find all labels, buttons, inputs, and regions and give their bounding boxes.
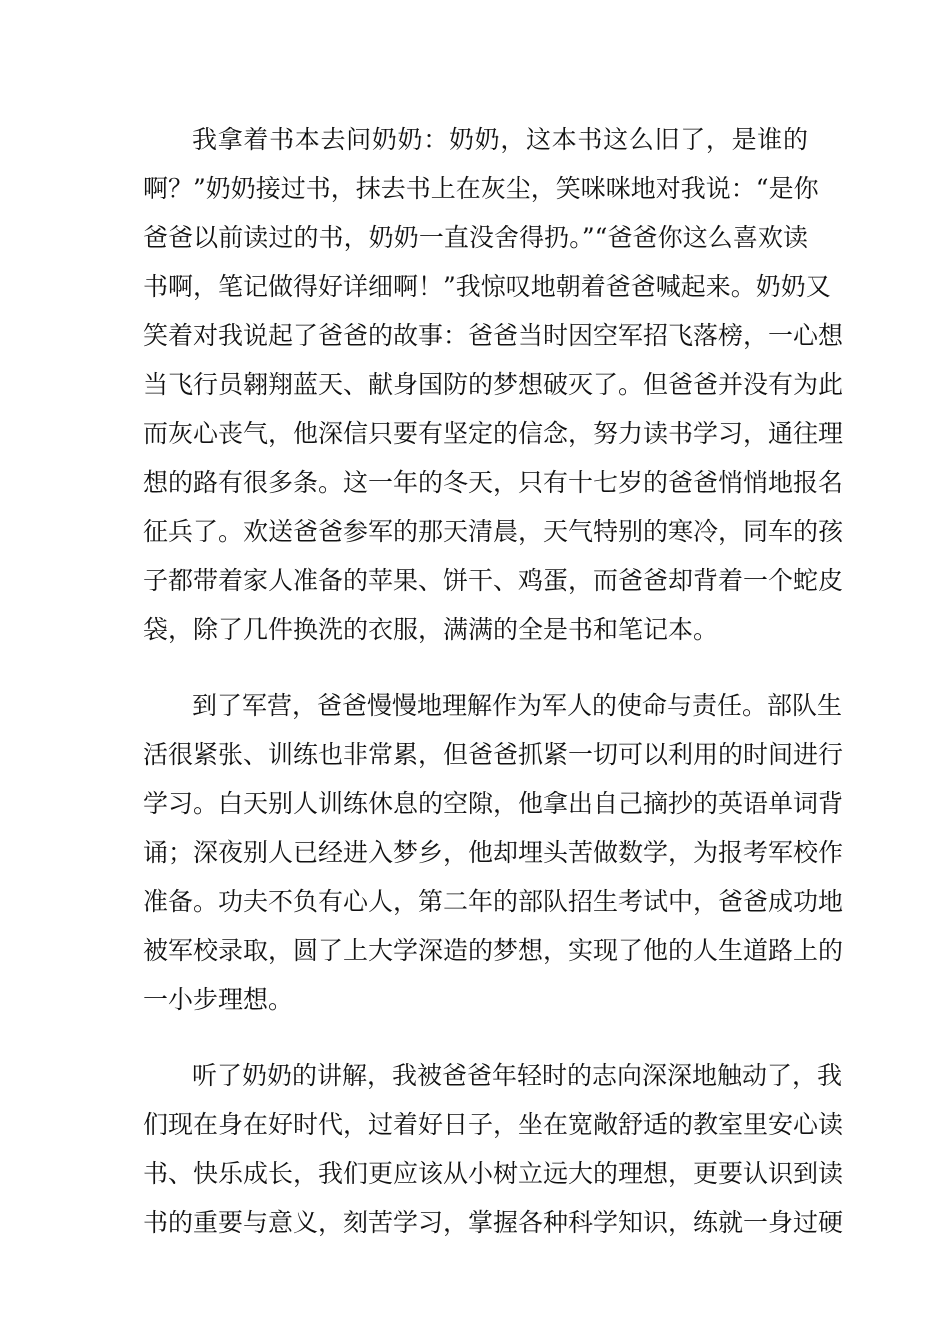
- paragraph-2-line-5: 准备。功夫不负有心人，第二年的部队招生考试中，爸爸成功地: [143, 887, 844, 916]
- paragraph-1-line-1: 我拿着书本去问奶奶：奶奶，这本书这么旧了，是谁的: [192, 125, 808, 154]
- paragraph-3-line-4: 书的重要与意义，刻苦学习，掌握各种科学知识，练就一身过硬: [143, 1208, 844, 1237]
- paragraph-2-line-6: 被军校录取，圆了上大学深造的梦想，实现了他的人生道路上的: [143, 936, 844, 965]
- paragraph-1-line-3: 爸爸以前读过的书，奶奶一直没舍得扔。”“爸爸你这么喜欢读: [143, 223, 808, 252]
- paragraph-3-line-1: 听了奶奶的讲解，我被爸爸年轻时的志向深深地触动了，我: [192, 1061, 843, 1090]
- paragraph-1-line-4: 书啊，笔记做得好详细啊！”我惊叹地朝着爸爸喊起来。奶奶又: [143, 272, 831, 301]
- paragraph-2-line-4: 诵；深夜别人已经进入梦乡，他却埋头苦做数学，为报考军校作: [143, 838, 844, 867]
- paragraph-1-line-2: 啊？”奶奶接过书，抹去书上在灰尘，笑咪咪地对我说：“是你: [143, 174, 819, 203]
- paragraph-2-line-1: 到了军营，爸爸慢慢地理解作为军人的使命与责任。部队生: [192, 691, 843, 720]
- paragraph-1-line-10: 子都带着家人准备的苹果、饼干、鸡蛋，而爸爸却背着一个蛇皮: [143, 566, 844, 595]
- paragraph-3-line-2: 们现在身在好时代，过着好日子，坐在宽敞舒适的教室里安心读: [143, 1110, 844, 1139]
- paragraph-2-line-3: 学习。白天别人训练休息的空隙，他拿出自己摘抄的英语单词背: [143, 789, 844, 818]
- paragraph-1-line-7: 而灰心丧气，他深信只要有坚定的信念，努力读书学习，通往理: [143, 419, 844, 448]
- paragraph-1-line-8: 想的路有很多条。这一年的冬天，只有十七岁的爸爸悄悄地报名: [143, 468, 844, 497]
- paragraph-1-line-9: 征兵了。欢送爸爸参军的那天清晨，天气特别的寒冷，同车的孩: [143, 517, 844, 546]
- paragraph-1-line-6: 当飞行员翱翔蓝天、献身国防的梦想破灭了。但爸爸并没有为此: [143, 370, 844, 399]
- paragraph-1-line-5: 笑着对我说起了爸爸的故事：爸爸当时因空军招飞落榜，一心想: [143, 321, 844, 350]
- paragraph-1-line-11: 袋，除了几件换洗的衣服，满满的全是书和笔记本。: [143, 615, 719, 644]
- paragraph-2-line-7: 一小步理想。: [143, 985, 294, 1014]
- paragraph-2-line-2: 活很紧张、训练也非常累，但爸爸抓紧一切可以利用的时间进行: [143, 740, 844, 769]
- paragraph-3-line-3: 书、快乐成长，我们更应该从小树立远大的理想，更要认识到读: [143, 1159, 844, 1188]
